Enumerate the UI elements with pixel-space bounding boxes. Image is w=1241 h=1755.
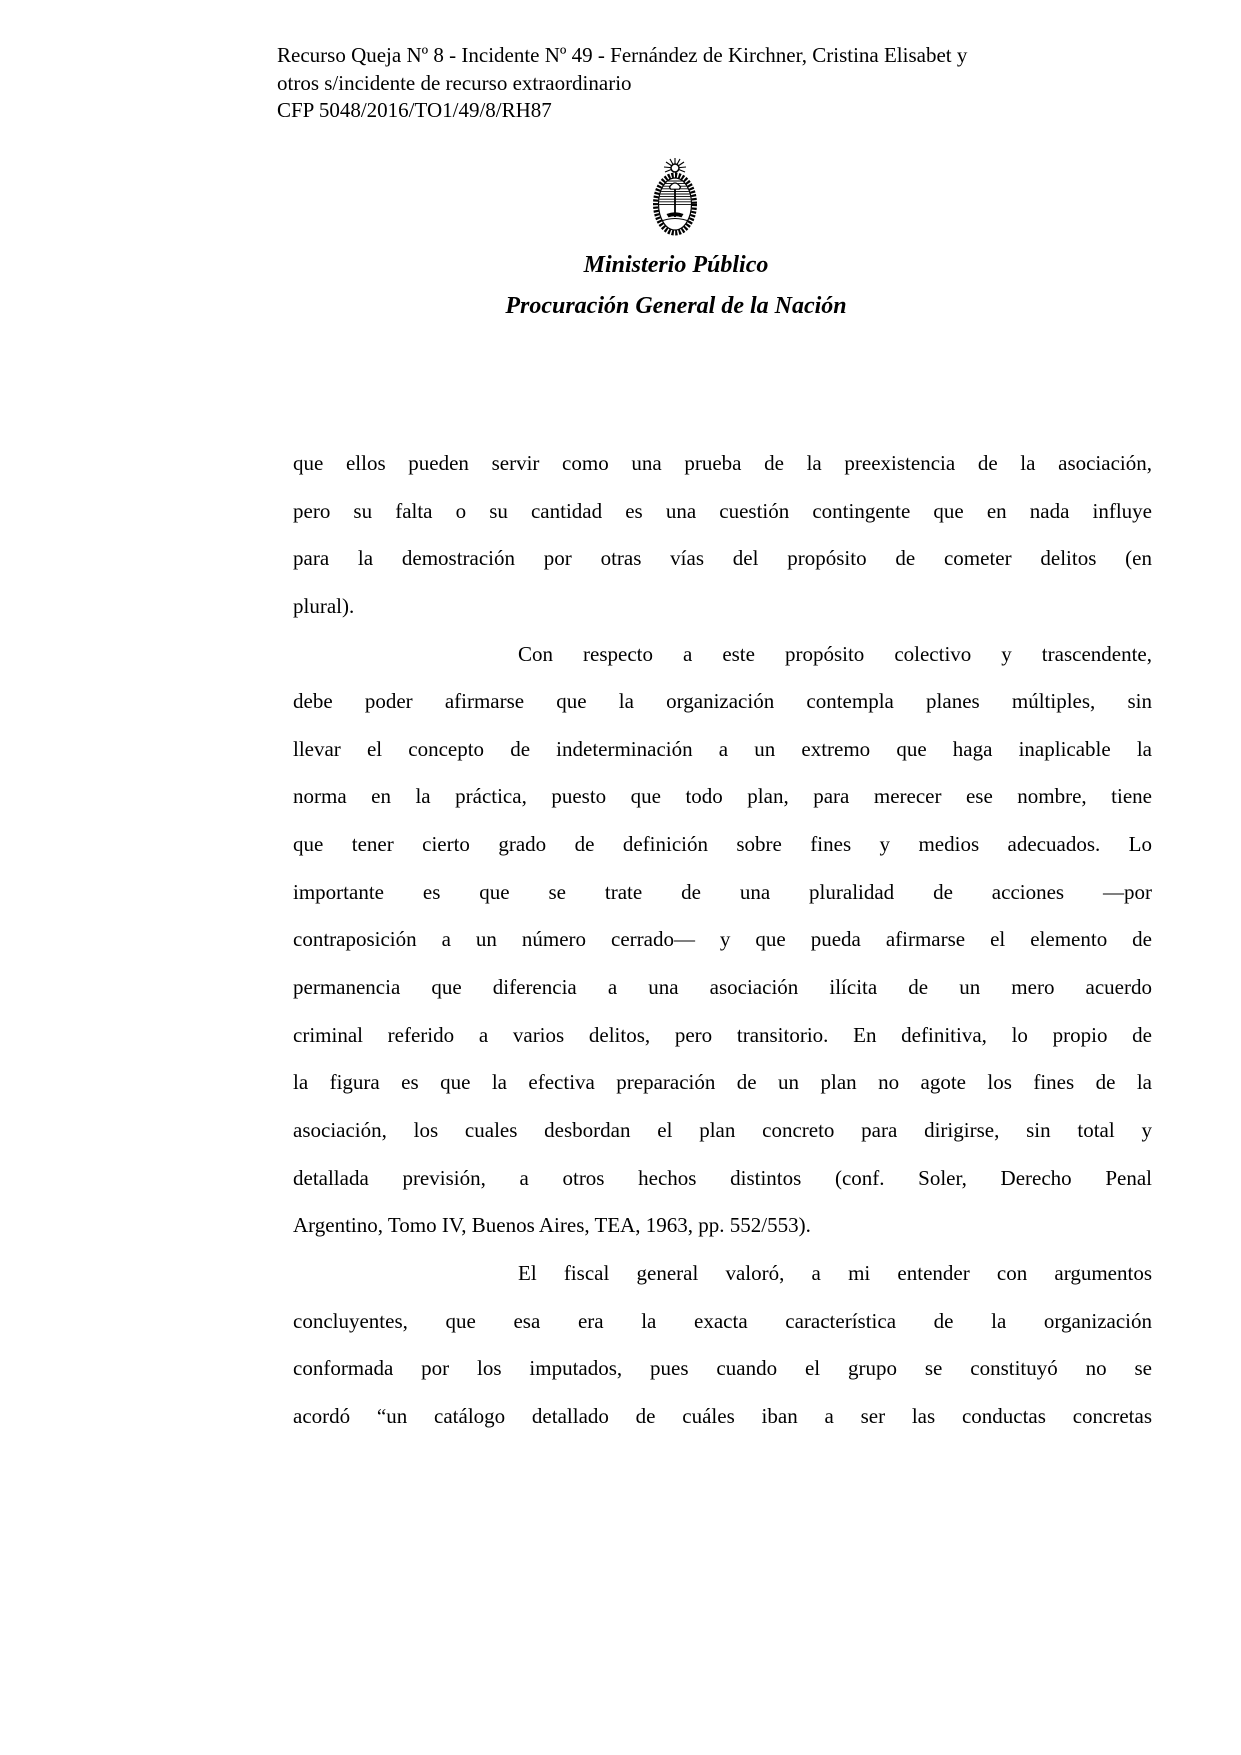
ministry-title: Ministerio Público (583, 252, 769, 278)
case-caption-line: otros s/incidente de recurso extraordinario (277, 70, 632, 95)
body-line: Con respecto a este propósito colectivo y trascendente, (518, 641, 1152, 666)
body-line: que ellos pueden servir como una prueba de la preexistencia de la asociación, (293, 451, 1152, 475)
case-number: CFP 5048/2016/TO1/49/8/RH87 (277, 98, 552, 122)
body-line: norma en la práctica, puesto que todo plan, para merecer ese nombre, tiene (293, 784, 1152, 809)
body-line: pero su falta o su cantidad es una cuestión contingente que en nada influye (293, 498, 1152, 523)
body-line: plural). (293, 593, 355, 618)
body-line: asociación, los cuales desbordan el plan concreto para dirigirse, sin total y (293, 1117, 1152, 1142)
body-line: para la demostración por otras vías del propósito de cometer delitos (en (293, 546, 1152, 571)
document-body (293, 440, 1152, 1440)
body-line: Argentino, Tomo IV, Buenos Aires, TEA, 1963, pp. 552/553). (293, 1213, 811, 1238)
body-line: que tener cierto grado de definición sobre fines y medios adecuados. Lo (293, 832, 1152, 857)
body-paragraph (293, 440, 1152, 631)
body-line: llevar el concepto de indeterminación a un extremo que haga inaplicable la (293, 736, 1152, 761)
body-line: acordó “un catálogo detallado de cuáles iban a ser las conductas concretas (293, 1403, 1152, 1428)
procuracion-title: Procuración General de la Nación (505, 293, 847, 319)
body-line: debe poder afirmarse que la organización contempla planes múltiples, sin (293, 689, 1152, 714)
body-line: la figura es que la efectiva preparación de un plan no agote los fines de la (293, 1070, 1152, 1095)
body-line: El fiscal general valoró, a mi entender con argumentos (518, 1260, 1152, 1285)
body-line: detallada previsión, a otros hechos distintos (conf. Soler, Derecho Penal (293, 1165, 1152, 1190)
body-line: criminal referido a varios delitos, pero transitorio. En definitiva, lo propio de (293, 1022, 1152, 1047)
case-caption-line: Recurso Queja Nº 8 - Incidente Nº 49 - Fernández de Kirchner, Cristina Elisabet y (277, 43, 968, 67)
body-line: importante es que se trate de una pluralidad de acciones —por (293, 879, 1152, 904)
body-line: concluyentes, que esa era la exacta característica de la organización (293, 1308, 1152, 1333)
body-paragraph (293, 631, 1152, 1250)
case-caption (277, 42, 1157, 125)
body-line: permanencia que diferencia a una asociación ilícita de un mero acuerdo (293, 975, 1152, 1000)
body-line: contraposición a un número cerrado— y que pueda afirmarse el elemento de (293, 927, 1152, 952)
body-line: conformada por los imputados, pues cuando el grupo se constituyó no se (293, 1356, 1152, 1381)
body-paragraph (293, 1250, 1152, 1441)
argentina-coat-of-arms-icon (648, 156, 702, 238)
